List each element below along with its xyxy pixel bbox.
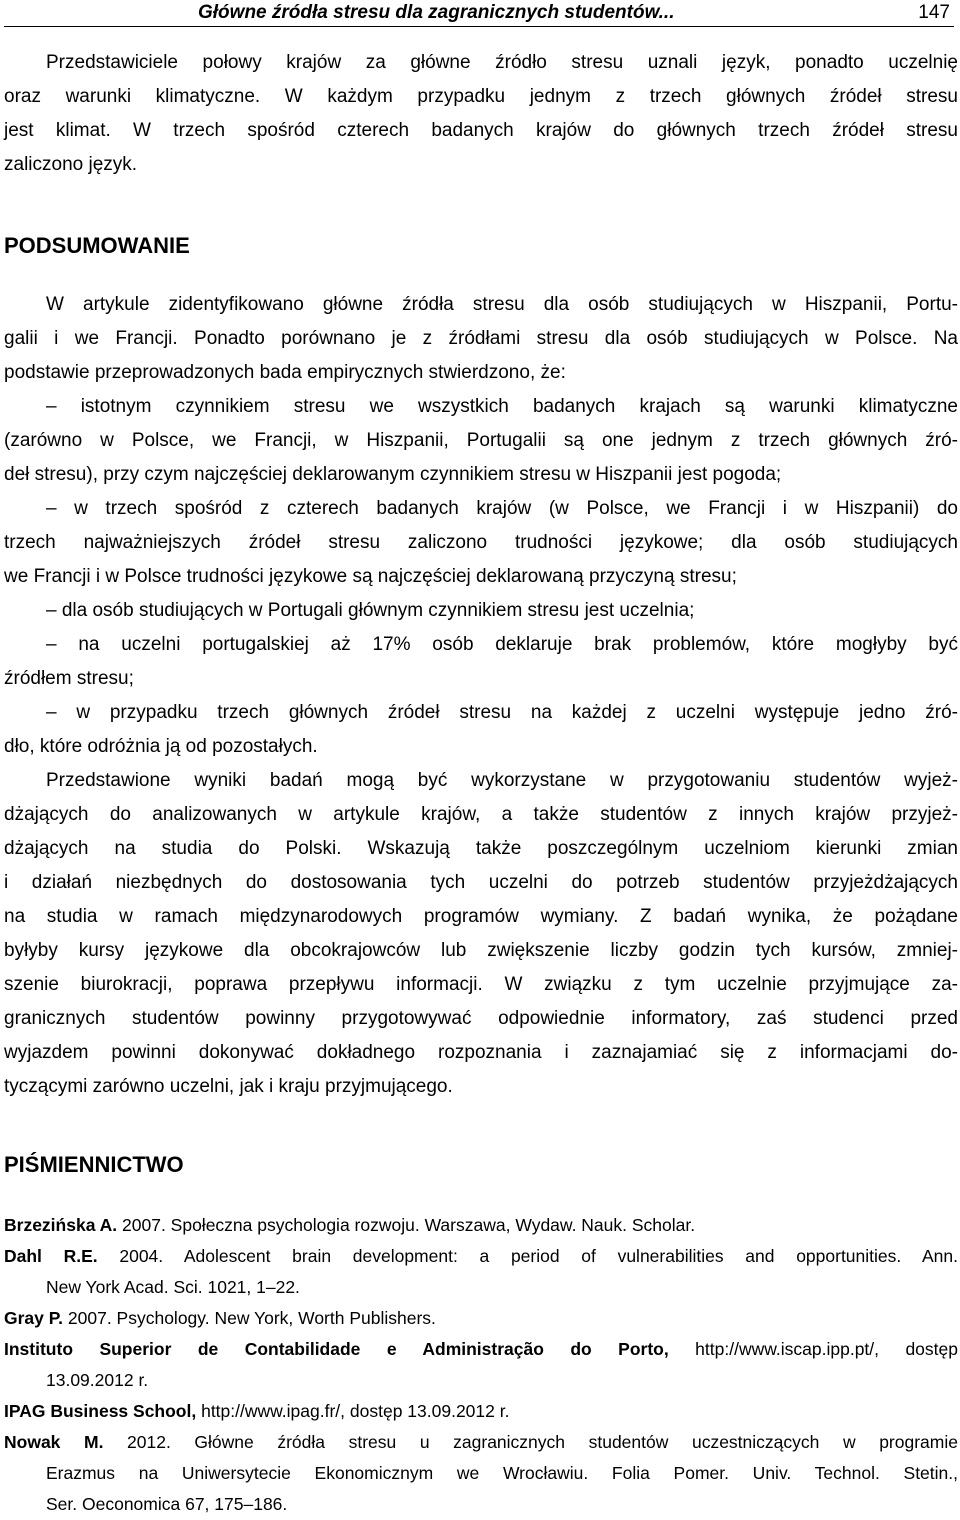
reference-item [4,1241,958,1272]
reference-text: http://www.ipag.fr/, dostęp 13.09.2012 r. [196,1401,510,1421]
reference-item [4,1396,958,1427]
references-list [4,1210,958,1520]
reference-author: Brzezińska A. [4,1215,118,1235]
section-heading-summary: PODSUMOWANIE [4,233,190,258]
text-line: oraz warunki klimatyczne. W każdym przypadku jednym z trzech głównych źródeł stresu [4,86,958,107]
text-line: galii i we Francji. Ponadto porównano je z źródłami stresu dla osób studiujących w Polsce. Na [4,328,958,349]
list-item: – w trzech spośród z czterech badanych krajów (w Polsce, we Francji i w Hiszpanii) do [46,498,958,519]
reference-continuation: Ser. Oeconomica 67, 175–186. [46,1494,288,1514]
intro-paragraph [4,46,958,182]
text-line: i działań niezbędnych do dostosowania tych uczelni do potrzeb studentów przyjeżdżających [4,872,958,893]
text-line: we Francji i w Polsce trudności językowe są najczęściej deklarowaną przyczyną stresu; [4,566,737,587]
text-line: źródłem stresu; [4,668,134,689]
reference-author: Gray P. [4,1308,64,1328]
reference-item [4,1210,958,1241]
text-line: szenie biurokracji, poprawa przepływu informacji. W związku z tym uczelnie przyjmujące za- [4,974,958,995]
reference-continuation: Erazmus na Uniwersytecie Ekonomicznym we Wrocławiu. Folia Pomer. Univ. Technol. Stetin., [46,1463,958,1483]
reference-author: Instituto Superior de Contabilidade e Administração do Porto, [4,1339,669,1359]
list-item: – w przypadku trzech głównych źródeł stresu na każdej z uczelni występuje jedno źró- [46,702,958,723]
reference-text: 2012. Główne źródła stresu u zagranicznych studentów uczestniczących w programie [103,1432,958,1452]
text-line: jest klimat. W trzech spośród czterech badanych krajów do głównych trzech źródeł stresu [4,120,958,141]
running-header [4,0,954,27]
reference-continuation: 13.09.2012 r. [46,1370,149,1390]
section-heading-references: PIŚMIENNICTWO [4,1152,184,1177]
reference-author: IPAG Business School, [4,1401,197,1421]
summary-section [4,288,958,1104]
text-line: dło, które odróżnia ją od pozostałych. [4,736,318,757]
text-line: podstawie przeprowadzonych bada empirycznych stwierdzono, że: [4,362,566,383]
reference-text: 2007. Społeczna psychologia rozwoju. Warszawa, Wydaw. Nauk. Scholar. [117,1215,696,1235]
reference-item [4,1334,958,1365]
text-line: granicznych studentów powinny przygotowywać odpowiednie informatory, zaś studenci przed [4,1008,958,1029]
reference-text: 2004. Adolescent brain development: a period of vulnerabilities and opportunities. Ann. [97,1246,958,1266]
text-line: Przedstawiciele połowy krajów za główne źródło stresu uznali język, ponadto uczelnię [46,52,958,73]
reference-author: Dahl R.E. [4,1246,98,1266]
text-line: dżających do analizowanych w artykule krajów, a także studentów z innych krajów przyjeż- [4,804,958,825]
list-item: – na uczelni portugalskiej aż 17% osób deklaruje brak problemów, które mogłyby być [46,634,958,655]
reference-continuation: New York Acad. Sci. 1021, 1–22. [46,1277,300,1297]
text-line: zaliczono język. [4,154,138,175]
running-title: Główne źródła stresu dla zagranicznych studentów... [198,2,675,23]
text-line: dżających na studia do Polski. Wskazują także poszczególnym uczelniom kierunki zmian [4,838,958,859]
list-item: – istotnym czynnikiem stresu we wszystkich badanych krajach są warunki klimatyczne [46,396,958,417]
text-line: (zarówno w Polsce, we Francji, w Hiszpanii, Portugalii są one jednym z trzech głównych źró- [4,430,958,451]
reference-item [4,1303,958,1334]
text-line: wyjazdem powinni dokonywać dokładnego rozpoznania i zaznajamiać się z informacjami do- [4,1042,958,1063]
list-item: – dla osób studiujących w Portugali głównym czynnikiem stresu jest uczelnia; [46,600,695,621]
text-line: W artykule zidentyfikowano główne źródła stresu dla osób studiujących w Hiszpanii, Portu- [46,294,958,315]
reference-text: 2007. Psychology. New York, Worth Publishers. [63,1308,436,1328]
text-line: Przedstawione wyniki badań mogą być wykorzystane w przygotowaniu studentów wyjeż- [46,770,958,791]
text-line: trzech najważniejszych źródeł stresu zaliczono trudności językowe; dla osób studiujących [4,532,958,553]
text-line: byłyby kursy językowe dla obcokrajowców lub zwiększenie liczby godzin tych kursów, zmniej- [4,940,958,961]
page-number: 147 [918,2,950,23]
text-line: tyczącymi zarówno uczelni, jak i kraju przyjmującego. [4,1076,453,1097]
reference-text: http://www.iscap.ipp.pt/, dostęp [668,1339,958,1359]
reference-item [4,1427,958,1458]
reference-author: Nowak M. [4,1432,104,1452]
text-line: deł stresu), przy czym najczęściej deklarowanym czynnikiem stresu w Hiszpanii jest pogoda; [4,464,782,485]
text-line: na studia w ramach międzynarodowych programów wymiany. Z badań wynika, że pożądane [4,906,958,927]
